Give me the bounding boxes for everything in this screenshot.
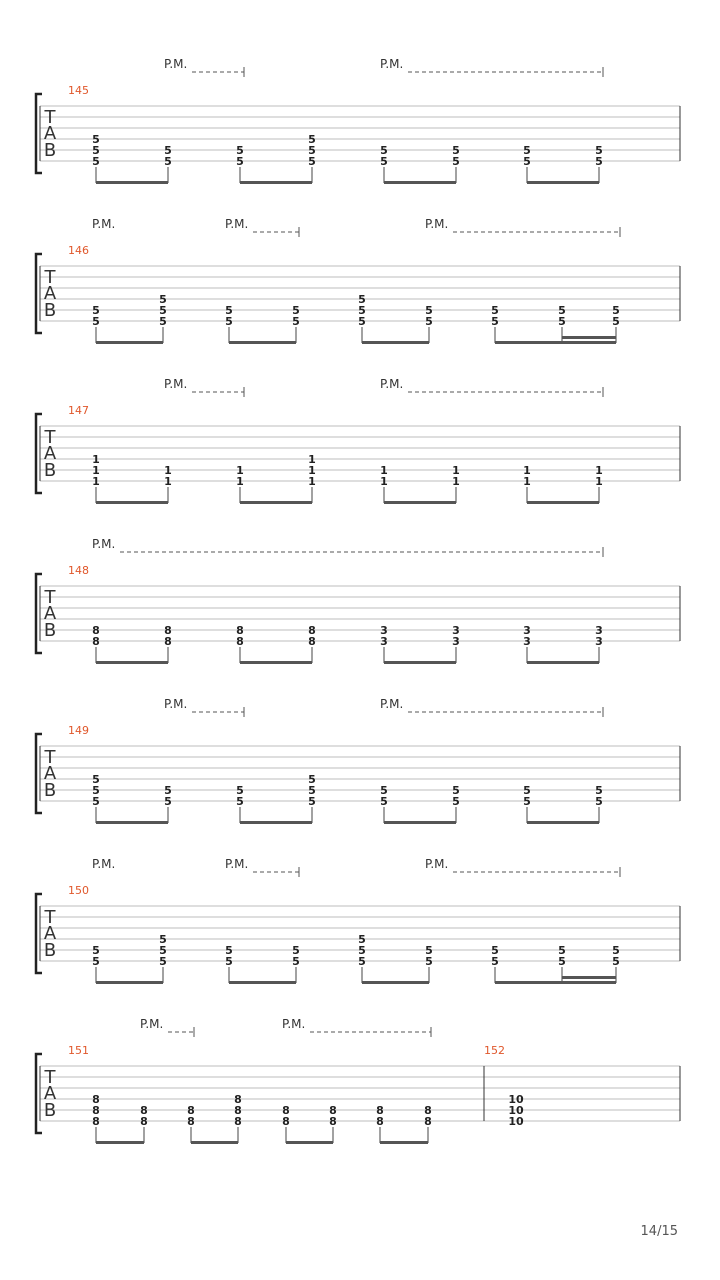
tab-system	[36, 217, 680, 344]
fret-number: 1	[595, 464, 603, 477]
beam	[191, 1141, 238, 1144]
fret-number: 8	[187, 1115, 195, 1128]
fret-number: 5	[159, 933, 167, 946]
fret-number: 5	[452, 144, 460, 157]
fret-number: 8	[236, 635, 244, 648]
fret-number: 8	[234, 1104, 242, 1117]
fret-number: 5	[159, 955, 167, 968]
tab-system	[36, 377, 680, 504]
beam	[527, 181, 599, 184]
fret-number: 5	[92, 955, 100, 968]
palm-mute-label: P.M.	[425, 857, 449, 871]
tab-system	[36, 537, 680, 664]
beam	[229, 341, 296, 344]
beam	[362, 341, 429, 344]
beam	[96, 341, 163, 344]
fret-number: 5	[595, 144, 603, 157]
fret-number: 5	[292, 944, 300, 957]
fret-number: 3	[523, 635, 531, 648]
fret-number: 1	[452, 475, 460, 488]
fret-number: 5	[308, 133, 316, 146]
fret-number: 5	[308, 795, 316, 808]
fret-number: 10	[508, 1093, 524, 1106]
beam	[527, 661, 599, 664]
fret-number: 8	[376, 1115, 384, 1128]
palm-mute-label: P.M.	[282, 1017, 306, 1031]
tab-clef-letter: A	[43, 443, 57, 464]
beam	[96, 661, 168, 664]
fret-number: 8	[376, 1104, 384, 1117]
fret-number: 5	[380, 155, 388, 168]
palm-mute-label: P.M.	[380, 377, 404, 391]
fret-number: 5	[308, 773, 316, 786]
fret-number: 5	[425, 944, 433, 957]
fret-number: 10	[508, 1115, 524, 1128]
fret-number: 5	[236, 144, 244, 157]
measure-number: 147	[68, 404, 89, 417]
fret-number: 8	[308, 624, 316, 637]
tab-system	[36, 1017, 680, 1144]
fret-number: 8	[308, 635, 316, 648]
fret-number: 5	[159, 944, 167, 957]
palm-mute-label: P.M.	[380, 57, 404, 71]
fret-number: 8	[140, 1115, 148, 1128]
fret-number: 5	[164, 155, 172, 168]
fret-number: 3	[452, 635, 460, 648]
tab-clef-letter: T	[44, 427, 56, 448]
beam	[96, 181, 168, 184]
tab-clef-letter: B	[43, 780, 57, 801]
fret-number: 5	[92, 155, 100, 168]
fret-number: 5	[380, 784, 388, 797]
beam	[286, 1141, 333, 1144]
fret-number: 1	[92, 475, 100, 488]
palm-mute-label: P.M.	[164, 57, 188, 71]
palm-mute-label: P.M.	[164, 697, 188, 711]
fret-number: 3	[380, 624, 388, 637]
beam	[240, 181, 312, 184]
palm-mute-label: P.M.	[225, 217, 249, 231]
tab-clef-letter: A	[43, 283, 57, 304]
fret-number: 5	[595, 784, 603, 797]
fret-number: 5	[558, 944, 566, 957]
beam	[96, 501, 168, 504]
fret-number: 5	[358, 315, 366, 328]
fret-number: 8	[92, 1093, 100, 1106]
measure-number: 151	[68, 1044, 89, 1057]
fret-number: 5	[225, 955, 233, 968]
fret-number: 1	[236, 464, 244, 477]
beam	[384, 661, 456, 664]
fret-number: 5	[92, 144, 100, 157]
fret-number: 1	[164, 475, 172, 488]
tab-clef-letter: A	[43, 603, 57, 624]
fret-number: 8	[164, 624, 172, 637]
page-indicator: 14/15	[640, 1224, 678, 1239]
fret-number: 1	[452, 464, 460, 477]
tab-system	[36, 697, 680, 824]
fret-number: 8	[329, 1115, 337, 1128]
fret-number: 5	[380, 144, 388, 157]
fret-number: 5	[612, 315, 620, 328]
fret-number: 8	[282, 1104, 290, 1117]
fret-number: 5	[92, 773, 100, 786]
fret-number: 5	[612, 304, 620, 317]
fret-number: 5	[92, 133, 100, 146]
fret-number: 5	[225, 304, 233, 317]
fret-number: 5	[225, 944, 233, 957]
fret-number: 1	[236, 475, 244, 488]
fret-number: 8	[92, 1104, 100, 1117]
fret-number: 5	[92, 315, 100, 328]
tab-clef-letter: T	[44, 587, 56, 608]
fret-number: 10	[508, 1104, 524, 1117]
measure-number: 149	[68, 724, 89, 737]
fret-number: 5	[452, 784, 460, 797]
fret-number: 5	[225, 315, 233, 328]
beam	[384, 501, 456, 504]
fret-number: 8	[187, 1104, 195, 1117]
fret-number: 5	[491, 944, 499, 957]
fret-number: 8	[234, 1093, 242, 1106]
palm-mute-label: P.M.	[140, 1017, 164, 1031]
fret-number: 8	[424, 1115, 432, 1128]
beam	[240, 661, 312, 664]
fret-number: 5	[452, 795, 460, 808]
fret-number: 5	[92, 784, 100, 797]
fret-number: 5	[92, 944, 100, 957]
palm-mute-label: P.M.	[164, 377, 188, 391]
fret-number: 5	[236, 784, 244, 797]
measure-number: 145	[68, 84, 89, 97]
fret-number: 3	[595, 635, 603, 648]
fret-number: 1	[380, 475, 388, 488]
tab-clef-letter: B	[43, 620, 57, 641]
beam	[384, 821, 456, 824]
fret-number: 1	[92, 464, 100, 477]
fret-number: 8	[164, 635, 172, 648]
tab-clef-letter: A	[43, 1083, 57, 1104]
fret-number: 8	[424, 1104, 432, 1117]
beam	[240, 821, 312, 824]
tab-clef-letter: T	[44, 267, 56, 288]
sub-beam	[562, 976, 616, 979]
palm-mute-label: P.M.	[92, 217, 116, 231]
palm-mute-label: P.M.	[225, 857, 249, 871]
fret-number: 1	[308, 464, 316, 477]
fret-number: 5	[358, 933, 366, 946]
fret-number: 8	[282, 1115, 290, 1128]
fret-number: 1	[308, 475, 316, 488]
fret-number: 3	[380, 635, 388, 648]
fret-number: 5	[164, 784, 172, 797]
tab-clef-letter: B	[43, 460, 57, 481]
fret-number: 1	[523, 464, 531, 477]
fret-number: 8	[140, 1104, 148, 1117]
beam	[380, 1141, 428, 1144]
measure-number: 146	[68, 244, 89, 257]
fret-number: 5	[558, 955, 566, 968]
tab-clef-letter: A	[43, 123, 57, 144]
fret-number: 5	[164, 144, 172, 157]
beam	[384, 181, 456, 184]
beam	[527, 821, 599, 824]
fret-number: 8	[234, 1115, 242, 1128]
beam	[96, 821, 168, 824]
fret-number: 8	[92, 624, 100, 637]
palm-mute-label: P.M.	[92, 537, 116, 551]
fret-number: 5	[425, 304, 433, 317]
beam	[495, 341, 616, 344]
fret-number: 5	[491, 304, 499, 317]
fret-number: 1	[164, 464, 172, 477]
measure-number: 150	[68, 884, 89, 897]
measure-number: 152	[484, 1044, 505, 1057]
fret-number: 5	[358, 293, 366, 306]
fret-number: 5	[292, 315, 300, 328]
fret-number: 5	[159, 315, 167, 328]
fret-number: 5	[380, 795, 388, 808]
tab-clef-letter: T	[44, 747, 56, 768]
fret-number: 5	[292, 955, 300, 968]
fret-number: 5	[491, 955, 499, 968]
palm-mute-label: P.M.	[425, 217, 449, 231]
fret-number: 5	[159, 293, 167, 306]
beam	[96, 1141, 144, 1144]
tab-clef-letter: T	[44, 1067, 56, 1088]
fret-number: 5	[595, 795, 603, 808]
beam	[362, 981, 429, 984]
fret-number: 5	[358, 304, 366, 317]
fret-number: 5	[491, 315, 499, 328]
fret-number: 1	[523, 475, 531, 488]
fret-number: 5	[425, 315, 433, 328]
fret-number: 5	[358, 944, 366, 957]
fret-number: 3	[523, 624, 531, 637]
fret-number: 5	[558, 315, 566, 328]
fret-number: 5	[308, 144, 316, 157]
fret-number: 5	[452, 155, 460, 168]
fret-number: 1	[595, 475, 603, 488]
palm-mute-label: P.M.	[92, 857, 116, 871]
fret-number: 5	[523, 144, 531, 157]
fret-number: 3	[452, 624, 460, 637]
fret-number: 5	[159, 304, 167, 317]
fret-number: 8	[236, 624, 244, 637]
fret-number: 5	[612, 955, 620, 968]
fret-number: 5	[425, 955, 433, 968]
palm-mute-label: P.M.	[380, 697, 404, 711]
fret-number: 1	[380, 464, 388, 477]
tab-system	[36, 57, 680, 184]
measure-number: 148	[68, 564, 89, 577]
fret-number: 5	[358, 955, 366, 968]
fret-number: 5	[92, 304, 100, 317]
tab-clef-letter: A	[43, 923, 57, 944]
fret-number: 3	[595, 624, 603, 637]
fret-number: 5	[308, 155, 316, 168]
fret-number: 5	[292, 304, 300, 317]
fret-number: 5	[164, 795, 172, 808]
fret-number: 8	[92, 635, 100, 648]
beam	[240, 501, 312, 504]
fret-number: 1	[308, 453, 316, 466]
tab-system	[36, 857, 680, 984]
beam	[96, 981, 163, 984]
fret-number: 5	[236, 155, 244, 168]
tab-clef-letter: T	[44, 907, 56, 928]
fret-number: 5	[523, 784, 531, 797]
fret-number: 5	[612, 944, 620, 957]
fret-number: 5	[308, 784, 316, 797]
fret-number: 5	[595, 155, 603, 168]
fret-number: 1	[92, 453, 100, 466]
fret-number: 5	[523, 155, 531, 168]
sub-beam	[562, 336, 616, 339]
fret-number: 5	[558, 304, 566, 317]
fret-number: 8	[329, 1104, 337, 1117]
beam	[527, 501, 599, 504]
fret-number: 5	[523, 795, 531, 808]
tab-clef-letter: B	[43, 1100, 57, 1121]
beam	[495, 981, 616, 984]
tab-clef-letter: B	[43, 140, 57, 161]
fret-number: 5	[236, 795, 244, 808]
tab-clef-letter: B	[43, 300, 57, 321]
beam	[229, 981, 296, 984]
fret-number: 8	[92, 1115, 100, 1128]
tab-clef-letter: A	[43, 763, 57, 784]
fret-number: 5	[92, 795, 100, 808]
tab-clef-letter: B	[43, 940, 57, 961]
tab-clef-letter: T	[44, 107, 56, 128]
